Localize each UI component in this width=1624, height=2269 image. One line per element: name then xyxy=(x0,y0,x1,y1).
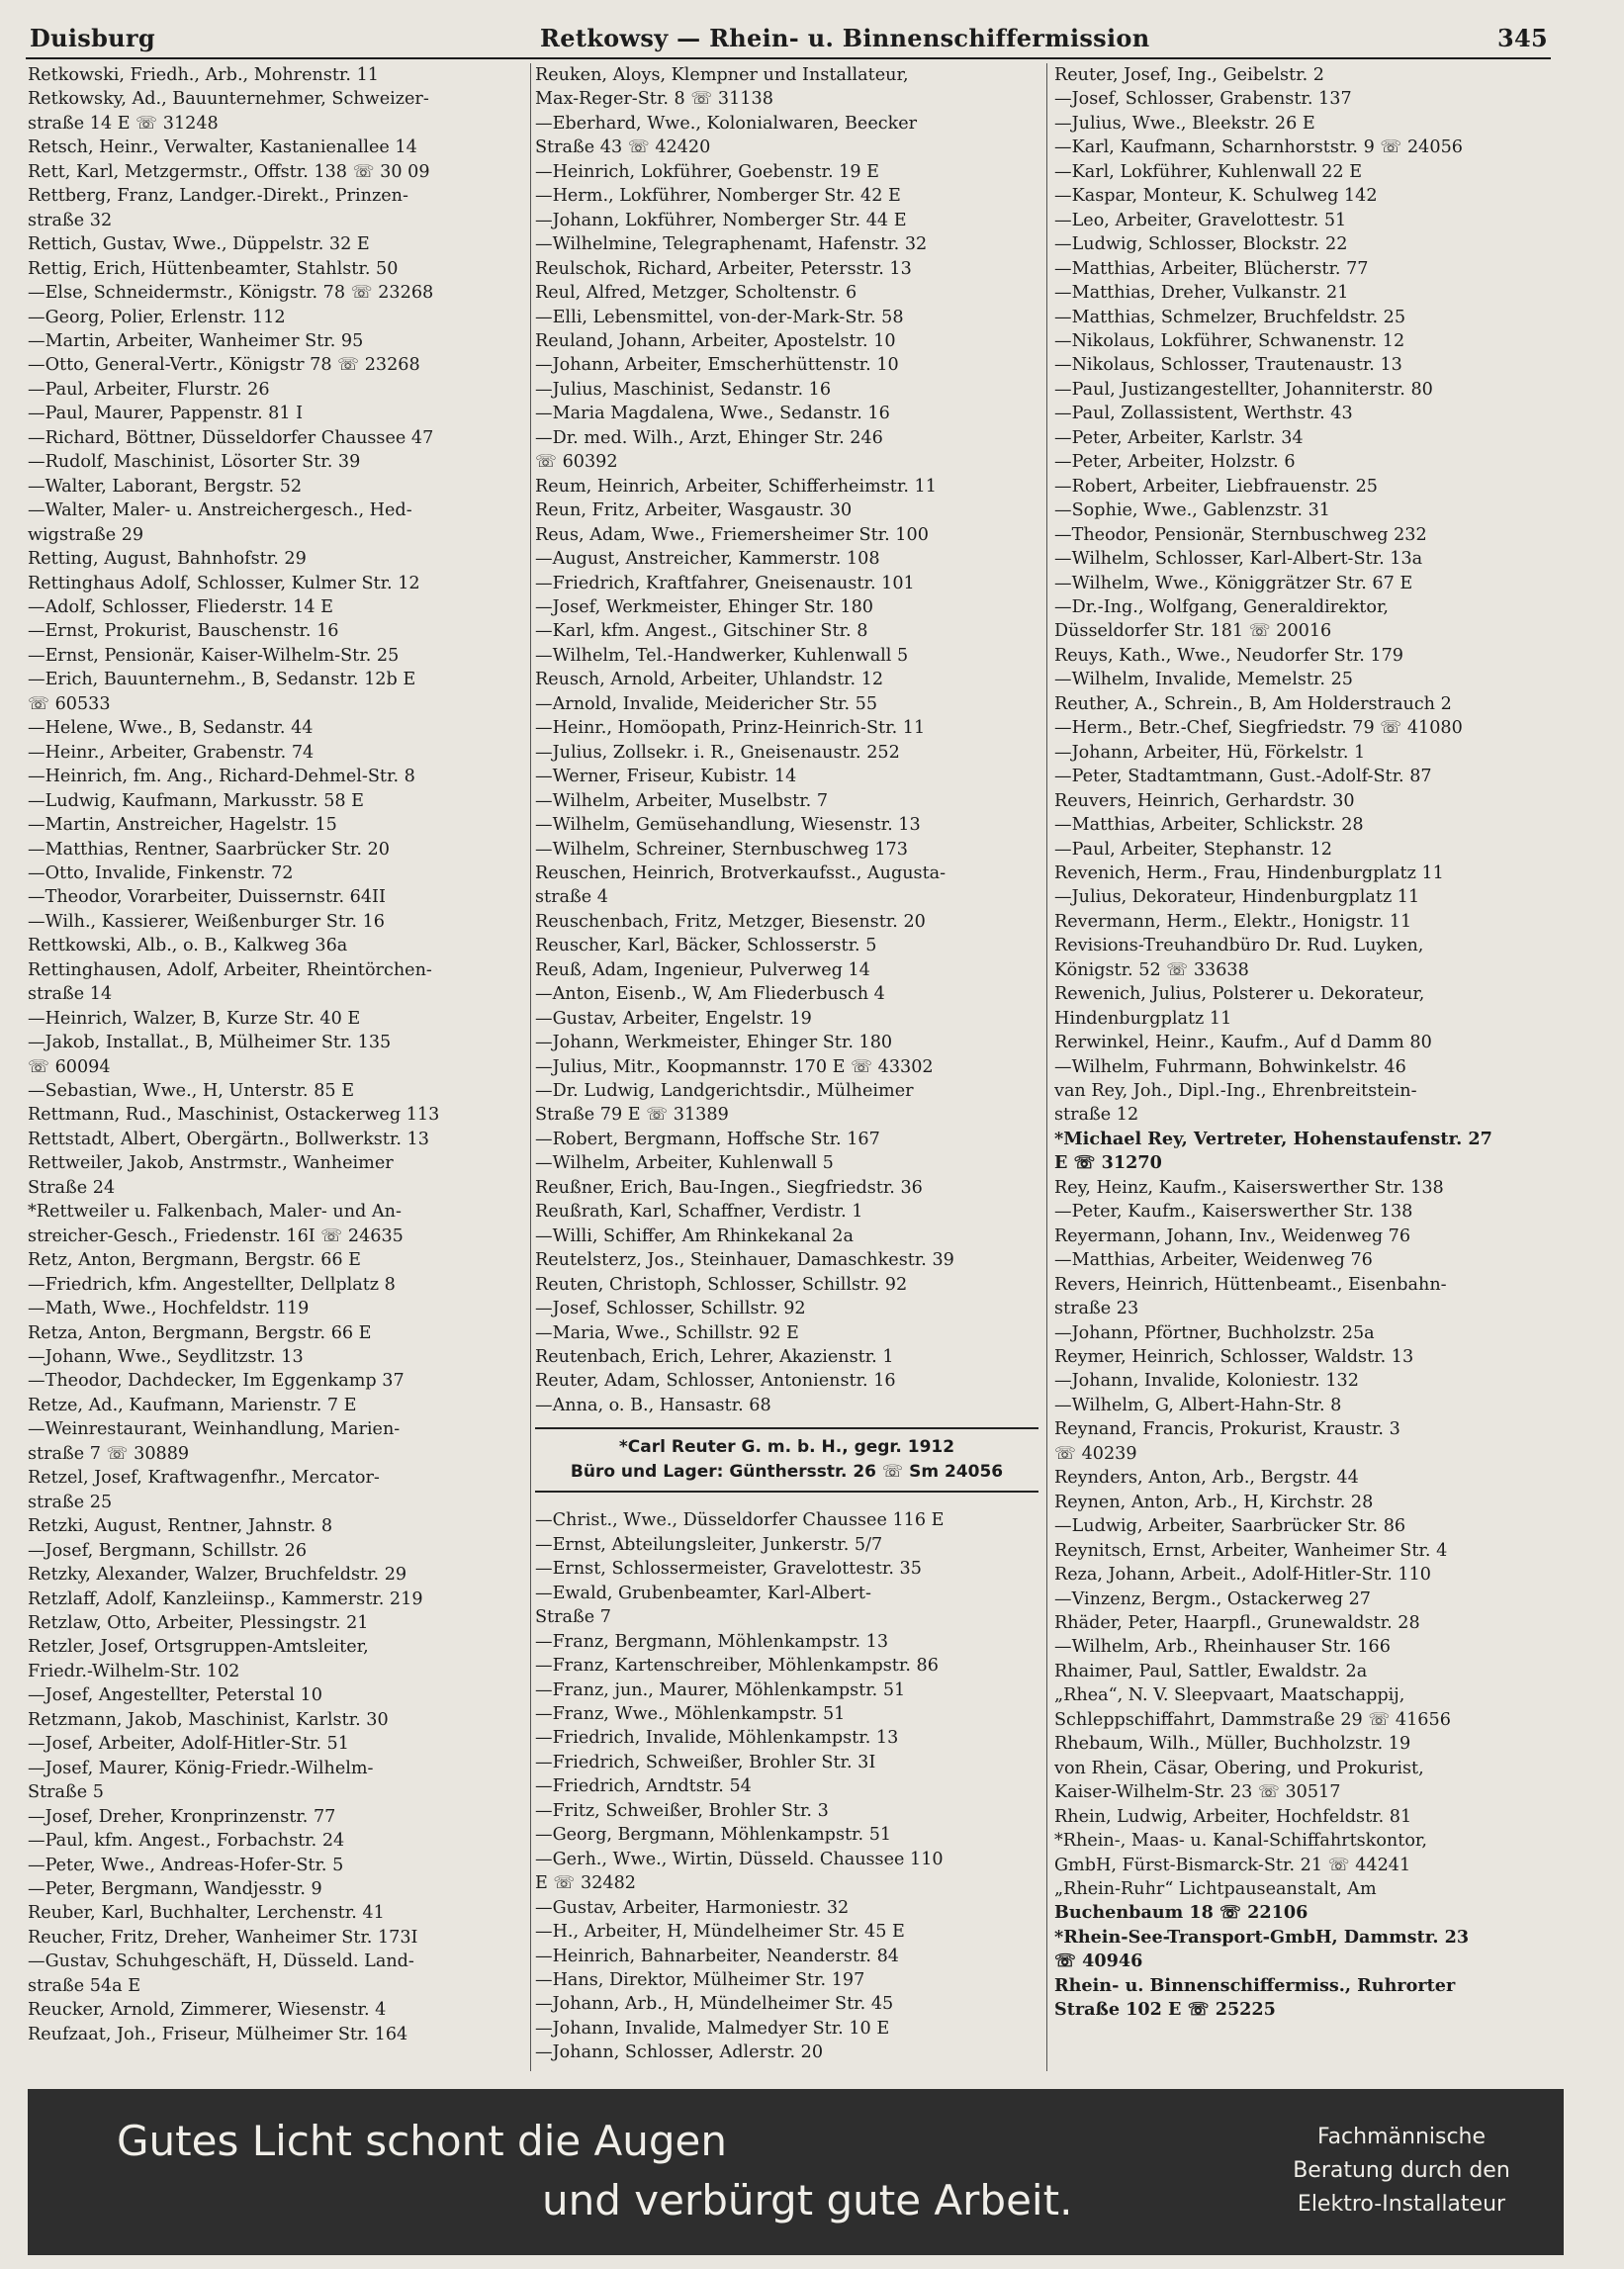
company-advert xyxy=(535,1427,1038,1493)
directory-entry: straße 54a E xyxy=(28,1975,141,1996)
directory-entry: —Erich, Bauunternehm., B, Sedanstr. 12b E xyxy=(28,670,416,690)
directory-entry: Rhebaum, Wilh., Müller, Buchholzstr. 19 xyxy=(1054,1734,1411,1755)
directory-entry: Rettinghaus Adolf, Schlosser, Kulmer Str. 12 xyxy=(28,573,420,593)
directory-entry: —Paul, kfm. Angest., Forbachstr. 24 xyxy=(28,1831,345,1852)
directory-entry: Straße 5 xyxy=(28,1782,104,1803)
column-divider xyxy=(1046,63,1047,2071)
directory-entry: —Hans, Direktor, Mülheimer Str. 197 xyxy=(535,1969,865,1990)
directory-entry: —Math, Wwe., Hochfeldstr. 119 xyxy=(28,1299,310,1319)
directory-entry: Retza, Anton, Bergmann, Bergstr. 66 E xyxy=(28,1322,372,1343)
advert-line-1: *Carl Reuter G. m. b. H., gegr. 1912 xyxy=(618,1437,955,1458)
directory-entry: —Karl, kfm. Angest., Gitschiner Str. 8 xyxy=(535,621,868,642)
directory-entry: —Paul, Arbeiter, Flurstr. 26 xyxy=(28,379,270,400)
directory-entry: Kaiser-Wilhelm-Str. 23 ☏ 30517 xyxy=(1054,1782,1341,1803)
directory-entry: —Wilhelm, Schlosser, Karl-Albert-Str. 13a xyxy=(1054,549,1423,570)
header-range: Retkowsy — Rhein- u. Binnenschiffermission xyxy=(540,24,1150,52)
directory-entry: ☏ 60392 xyxy=(535,452,618,473)
directory-entry: —Johann, Werkmeister, Ehinger Str. 180 xyxy=(535,1033,893,1053)
directory-entry: —Theodor, Vorarbeiter, Duissernstr. 64II xyxy=(28,887,386,908)
directory-entry: —Josef, Werkmeister, Ehinger Str. 180 xyxy=(535,596,873,617)
directory-entry: —Weinrestaurant, Weinhandlung, Marien- xyxy=(28,1419,401,1440)
directory-entry: —Helene, Wwe., B, Sedanstr. 44 xyxy=(28,718,314,739)
directory-entry: —Julius, Wwe., Bleekstr. 26 E xyxy=(1054,113,1315,134)
directory-entry: —Wilhelm, Arbeiter, Kuhlenwall 5 xyxy=(535,1153,834,1174)
directory-entry: Straße 79 E ☏ 31389 xyxy=(535,1105,729,1126)
directory-entry: —Wilhelm, Arbeiter, Muselbstr. 7 xyxy=(535,790,829,811)
directory-entry: Retzlaw, Otto, Arbeiter, Plessingstr. 21 xyxy=(28,1613,369,1633)
page-number: 345 xyxy=(1497,24,1548,52)
directory-entry: Revers, Heinrich, Hüttenbeamt., Eisenbahn- xyxy=(1054,1274,1447,1295)
directory-entry: Rewenich, Julius, Polsterer u. Dekorateur, xyxy=(1054,984,1425,1005)
directory-entry: Königstr. 52 ☏ 33638 xyxy=(1054,959,1249,980)
directory-entry: Rettkowski, Alb., o. B., Kalkweg 36a xyxy=(28,936,348,956)
directory-entry: —Matthias, Schmelzer, Bruchfeldstr. 25 xyxy=(1054,307,1406,327)
directory-entry: —Wilhelm, Fuhrmann, Bohwinkelstr. 46 xyxy=(1054,1056,1406,1077)
directory-entry: Friedr.-Wilhelm-Str. 102 xyxy=(28,1661,240,1681)
directory-entry: —Wilh., Kassierer, Weißenburger Str. 16 xyxy=(28,911,385,932)
directory-entry: —Wilhelmine, Telegraphenamt, Hafenstr. 32 xyxy=(535,234,928,255)
directory-entry: Straße 102 E ☏ 25225 xyxy=(1054,1999,1276,2021)
directory-entry: von Rhein, Cäsar, Obering, und Prokurist, xyxy=(1054,1758,1424,1778)
directory-entry: Rerwinkel, Heinr., Kaufm., Auf d Damm 80 xyxy=(1054,1033,1432,1053)
directory-entry: ☏ 60094 xyxy=(28,1056,111,1077)
directory-entry: Reuther, A., Schrein., B, Am Holderstrauch 2 xyxy=(1054,693,1452,714)
banner-right-line-3: Elektro-Installateur xyxy=(1297,2192,1506,2217)
directory-entry: —Ernst, Abteilungsleiter, Junkerstr. 5/7 xyxy=(535,1534,883,1555)
directory-entry: Revermann, Herm., Elektr., Honigstr. 11 xyxy=(1054,911,1412,932)
directory-entry: —Julius, Maschinist, Sedanstr. 16 xyxy=(535,379,832,400)
directory-entry: Retzmann, Jakob, Maschinist, Karlstr. 30 xyxy=(28,1709,389,1730)
directory-entry: —Matthias, Rentner, Saarbrücker Str. 20 xyxy=(28,839,390,860)
directory-entry: Rettstadt, Albert, Obergärtn., Bollwerkstr. 13 xyxy=(28,1129,429,1149)
directory-entry: —Rudolf, Maschinist, Lösorter Str. 39 xyxy=(28,452,361,473)
directory-entry: wigstraße 29 xyxy=(28,524,144,545)
column-divider xyxy=(530,63,531,2071)
directory-entry: —Josef, Dreher, Kronprinzenstr. 77 xyxy=(28,1806,336,1827)
directory-entry: —H., Arbeiter, H, Mündelheimer Str. 45 E xyxy=(535,1922,905,1943)
directory-entry: —Sophie, Wwe., Gablenzstr. 31 xyxy=(1054,500,1330,521)
directory-entry: —Herm., Lokführer, Nomberger Str. 42 E xyxy=(535,186,901,207)
directory-entry: E ☏ 31270 xyxy=(1054,1152,1162,1174)
directory-entry: Reuland, Johann, Arbeiter, Apostelstr. 10 xyxy=(535,330,896,351)
directory-entry: —Josef, Angestellter, Peterstal 10 xyxy=(28,1685,322,1706)
directory-entry: Reuter, Adam, Schlosser, Antonienstr. 16 xyxy=(535,1371,896,1392)
directory-entry: *Rettweiler u. Falkenbach, Maler- und An- xyxy=(28,1202,402,1223)
directory-entry: —Anna, o. B., Hansastr. 68 xyxy=(535,1395,771,1415)
directory-entry: Retting, August, Bahnhofstr. 29 xyxy=(28,549,307,570)
directory-entry: Rettinghausen, Adolf, Arbeiter, Rheintörchen- xyxy=(28,959,432,980)
directory-entry: *Rhein-, Maas- u. Kanal-Schiffahrtskontor, xyxy=(1054,1831,1427,1852)
directory-entry: Straße 24 xyxy=(28,1177,116,1198)
directory-entry: Retzky, Alexander, Walzer, Bruchfeldstr. 29 xyxy=(28,1565,407,1586)
directory-entry: Reuschen, Heinrich, Brotverkaufsst., Augusta- xyxy=(535,862,947,883)
directory-entry: —Adolf, Schlosser, Fliederstr. 14 E xyxy=(28,596,333,617)
directory-entry: —Jakob, Installat., B, Mülheimer Str. 135 xyxy=(28,1033,392,1053)
directory-entry: —Friedrich, Arndtstr. 54 xyxy=(535,1776,752,1797)
directory-entry: —Ernst, Schlossermeister, Gravelottestr. 35 xyxy=(535,1559,922,1580)
directory-entry: —Heinrich, Bahnarbeiter, Neanderstr. 84 xyxy=(535,1946,899,1966)
directory-entry: —Wilhelm, G, Albert-Hahn-Str. 8 xyxy=(1054,1395,1342,1415)
directory-entry: —Heinrich, Walzer, B, Kurze Str. 40 E xyxy=(28,1008,361,1029)
directory-entry: —Dr.-Ing., Wolfgang, Generaldirektor, xyxy=(1054,596,1390,617)
directory-entry: —Wilhelm, Gemüsehandlung, Wiesenstr. 13 xyxy=(535,815,921,836)
directory-entry: —Martin, Arbeiter, Wanheimer Str. 95 xyxy=(28,330,364,351)
directory-entry: —Karl, Lokführer, Kuhlenwall 22 E xyxy=(1054,161,1363,182)
directory-entry: Reul, Alfred, Metzger, Scholtenstr. 6 xyxy=(535,283,857,304)
column-3 xyxy=(1054,63,1559,2075)
directory-entry: —Peter, Stadtamtmann, Gust.-Adolf-Str. 87 xyxy=(1054,767,1432,787)
directory-entry: —Theodor, Dachdecker, Im Eggenkamp 37 xyxy=(28,1371,405,1392)
directory-entry: straße 7 ☏ 30889 xyxy=(28,1443,190,1464)
directory-entry: „Rhein-Ruhr“ Lichtpauseanstalt, Am xyxy=(1054,1878,1377,1899)
directory-entry: —Friedrich, Invalide, Möhlenkampstr. 13 xyxy=(535,1728,899,1749)
directory-entry: Reynen, Anton, Arb., H, Kirchstr. 28 xyxy=(1054,1492,1374,1512)
directory-entry: —Friedrich, Schweißer, Brohler Str. 3I xyxy=(535,1752,876,1772)
directory-entry: —Robert, Arbeiter, Liebfrauenstr. 25 xyxy=(1054,476,1378,497)
directory-entry: —Matthias, Arbeiter, Blücherstr. 77 xyxy=(1054,258,1369,279)
column-1 xyxy=(28,63,526,2075)
directory-entry: —Josef, Bergmann, Schillstr. 26 xyxy=(28,1540,308,1561)
directory-entry: straße 32 xyxy=(28,210,113,230)
directory-entry: —Herm., Betr.-Chef, Siegfriedstr. 79 ☏ 41080 xyxy=(1054,718,1463,739)
directory-entry: Reusch, Arnold, Arbeiter, Uhlandstr. 12 xyxy=(535,670,884,690)
directory-entry: ☏ 40239 xyxy=(1054,1443,1137,1464)
directory-entry: —Johann, Arbeiter, Emscherhüttenstr. 10 xyxy=(535,355,899,376)
directory-entry: —Julius, Dekorateur, Hindenburgplatz 11 xyxy=(1054,887,1420,908)
directory-entry: —Nikolaus, Schlosser, Trautenaustr. 13 xyxy=(1054,355,1402,376)
directory-entry: —Ernst, Pensionär, Kaiser-Wilhelm-Str. 25 xyxy=(28,645,400,666)
directory-entry: —Otto, Invalide, Finkenstr. 72 xyxy=(28,862,294,883)
directory-entry: Reus, Adam, Wwe., Friemersheimer Str. 100 xyxy=(535,524,929,545)
directory-entry: —Josef, Schlosser, Grabenstr. 137 xyxy=(1054,89,1352,110)
directory-entry: —Nikolaus, Lokführer, Schwanenstr. 12 xyxy=(1054,330,1405,351)
directory-entry: —Friedrich, Kraftfahrer, Gneisenaustr. 101 xyxy=(535,573,915,593)
directory-entry: —Matthias, Arbeiter, Schlickstr. 28 xyxy=(1054,815,1364,836)
directory-entry: —Else, Schneidermstr., Königstr. 78 ☏ 23268 xyxy=(28,283,434,304)
directory-entry: —Elli, Lebensmittel, von-der-Mark-Str. 58 xyxy=(535,307,904,327)
directory-entry: Rhäder, Peter, Haarpfl., Grunewaldstr. 28 xyxy=(1054,1613,1420,1633)
directory-entry: —Heinr., Arbeiter, Grabenstr. 74 xyxy=(28,742,315,763)
directory-entry: Reynitsch, Ernst, Arbeiter, Wanheimer Str. 4 xyxy=(1054,1540,1448,1561)
directory-entry: —Gustav, Arbeiter, Harmoniestr. 32 xyxy=(535,1897,850,1918)
directory-entry: Reuber, Karl, Buchhalter, Lerchenstr. 41 xyxy=(28,1903,385,1924)
directory-entry: straße 23 xyxy=(1054,1299,1139,1319)
directory-entry: Max-Reger-Str. 8 ☏ 31138 xyxy=(535,89,773,110)
header-rule xyxy=(26,57,1551,59)
directory-entry: —Martin, Anstreicher, Hagelstr. 15 xyxy=(28,815,337,836)
directory-entry: —Ludwig, Schlosser, Blockstr. 22 xyxy=(1054,234,1348,255)
directory-entry: straße 4 xyxy=(535,887,608,908)
directory-entry: Rettig, Erich, Hüttenbeamter, Stahlstr. 50 xyxy=(28,258,399,279)
directory-entry: —Karl, Kaufmann, Scharnhorststr. 9 ☏ 24056 xyxy=(1054,137,1463,158)
directory-entry: —Leo, Arbeiter, Gravelottestr. 51 xyxy=(1054,210,1347,230)
directory-entry: —August, Anstreicher, Kammerstr. 108 xyxy=(535,549,880,570)
directory-entry: Hindenburgplatz 11 xyxy=(1054,1008,1232,1029)
directory-entry: Reynand, Francis, Prokurist, Kraustr. 3 xyxy=(1054,1419,1400,1440)
directory-entry: Reußner, Erich, Bau-Ingen., Siegfriedstr. 36 xyxy=(535,1177,923,1198)
directory-entry: —Wilhelm, Wwe., Königgrätzer Str. 67 E xyxy=(1054,573,1413,593)
directory-entry: Reucher, Fritz, Dreher, Wanheimer Str. 173I xyxy=(28,1927,418,1948)
directory-entry: —Georg, Bergmann, Möhlenkampstr. 51 xyxy=(535,1825,892,1846)
directory-entry: —Matthias, Arbeiter, Weidenweg 76 xyxy=(1054,1250,1373,1271)
directory-entry: —Johann, Pförtner, Buchholzstr. 25a xyxy=(1054,1322,1375,1343)
directory-entry: —Arnold, Invalide, Meidericher Str. 55 xyxy=(535,693,878,714)
directory-entry: Retkowski, Friedh., Arb., Mohrenstr. 11 xyxy=(28,65,379,85)
directory-entry: —Julius, Mitr., Koopmannstr. 170 E ☏ 43302 xyxy=(535,1056,934,1077)
directory-entry: Retkowsky, Ad., Bauunternehmer, Schweizer- xyxy=(28,89,429,110)
directory-entry: —Josef, Schlosser, Schillstr. 92 xyxy=(535,1299,806,1319)
directory-entry: straße 14 E ☏ 31248 xyxy=(28,113,219,134)
directory-entry: Reuys, Kath., Wwe., Neudorfer Str. 179 xyxy=(1054,645,1403,666)
directory-entry: —Johann, Arbeiter, Hü, Förkelstr. 1 xyxy=(1054,742,1366,763)
directory-entry: —Anton, Eisenb., W, Am Fliederbusch 4 xyxy=(535,984,885,1005)
banner-right-line-2: Beratung durch den xyxy=(1293,2158,1510,2183)
directory-entry: streicher-Gesch., Friedenstr. 16I ☏ 24635 xyxy=(28,1225,404,1246)
directory-entry: Düsseldorfer Str. 181 ☏ 20016 xyxy=(1054,621,1332,642)
directory-entry: Rhein, Ludwig, Arbeiter, Hochfeldstr. 81 xyxy=(1054,1806,1412,1827)
directory-entry: Revenich, Herm., Frau, Hindenburgplatz 11 xyxy=(1054,862,1444,883)
directory-entry: —Josef, Maurer, König-Friedr.-Wilhelm- xyxy=(28,1758,374,1778)
directory-entry: Reußrath, Karl, Schaffner, Verdistr. 1 xyxy=(535,1202,863,1223)
directory-entry: —Richard, Böttner, Düsseldorfer Chaussee 47 xyxy=(28,427,434,448)
directory-entry: Rhaimer, Paul, Sattler, Ewaldstr. 2a xyxy=(1054,1661,1368,1681)
directory-entry: Straße 43 ☏ 42420 xyxy=(535,137,711,158)
directory-entry: Retzler, Josef, Ortsgruppen-Amtsleiter, xyxy=(28,1637,369,1658)
directory-entry: Reum, Heinrich, Arbeiter, Schifferheimstr. 11 xyxy=(535,476,937,497)
directory-entry: Rettberg, Franz, Landger.-Direkt., Prinzen- xyxy=(28,186,408,207)
directory-entry: Rhein- u. Binnenschiffermiss., Ruhrorter xyxy=(1054,1974,1456,1996)
directory-entry: —Peter, Arbeiter, Holzstr. 6 xyxy=(1054,452,1296,473)
banner-right-text xyxy=(1273,2121,1530,2222)
directory-entry: —Peter, Arbeiter, Karlstr. 34 xyxy=(1054,427,1304,448)
directory-entry: —Gustav, Schuhgeschäft, H, Düsseld. Land- xyxy=(28,1951,414,1972)
directory-entry: Rettich, Gustav, Wwe., Düppelstr. 32 E xyxy=(28,234,370,255)
directory-entry: —Ernst, Prokurist, Bauschenstr. 16 xyxy=(28,621,339,642)
directory-entry: —Dr. Ludwig, Landgerichtsdir., Mülheimer xyxy=(535,1081,914,1102)
directory-entry: —Johann, Lokführer, Nomberger Str. 44 E xyxy=(535,210,907,230)
directory-entry: —Heinrich, Lokführer, Goebenstr. 19 E xyxy=(535,161,879,182)
directory-entry: *Rhein-See-Transport-GmbH, Dammstr. 23 xyxy=(1054,1926,1470,1948)
directory-entry: —Johann, Arb., H, Mündelheimer Str. 45 xyxy=(535,1994,894,2015)
directory-entry: —Maria, Wwe., Schillstr. 92 E xyxy=(535,1322,799,1343)
directory-entry: —Gerh., Wwe., Wirtin, Düsseld. Chaussee 110 xyxy=(535,1849,944,1869)
directory-entry: —Josef, Arbeiter, Adolf-Hitler-Str. 51 xyxy=(28,1734,349,1755)
directory-entry: —Wilhelm, Tel.-Handwerker, Kuhlenwall 5 xyxy=(535,645,909,666)
directory-entry: —Franz, Bergmann, Möhlenkampstr. 13 xyxy=(535,1631,889,1652)
directory-entry: Reza, Johann, Arbeit., Adolf-Hitler-Str. 110 xyxy=(1054,1565,1431,1586)
directory-entry: Reucker, Arnold, Zimmerer, Wiesenstr. 4 xyxy=(28,2000,387,2021)
directory-entry: —Wilhelm, Arb., Rheinhauser Str. 166 xyxy=(1054,1637,1391,1658)
column-2 xyxy=(535,63,1038,2075)
directory-entry: —Werner, Friseur, Kubistr. 14 xyxy=(535,767,797,787)
directory-entry: „Rhea“, N. V. Sleepvaart, Maatschappij, xyxy=(1054,1685,1405,1706)
directory-entry: Schleppschiffahrt, Dammstraße 29 ☏ 41656 xyxy=(1054,1709,1451,1730)
directory-entry: ☏ 60533 xyxy=(28,693,111,714)
directory-entry: Reuten, Christoph, Schlosser, Schillstr. 92 xyxy=(535,1274,908,1295)
directory-entry: —Fritz, Schweißer, Brohler Str. 3 xyxy=(535,1800,829,1821)
advertising-banner xyxy=(28,2089,1564,2255)
directory-entry: —Theodor, Pensionär, Sternbuschweg 232 xyxy=(1054,524,1427,545)
directory-entry: —Willi, Schiffer, Am Rhinkekanal 2a xyxy=(535,1225,854,1246)
directory-entry: —Johann, Schlosser, Adlerstr. 20 xyxy=(535,2042,824,2063)
directory-entry: Reyermann, Johann, Inv., Weidenweg 76 xyxy=(1054,1225,1411,1246)
directory-entry: Retz, Anton, Bergmann, Bergstr. 66 E xyxy=(28,1250,362,1271)
directory-entry: —Heinr., Homöopath, Prinz-Heinrich-Str. 11 xyxy=(535,718,926,739)
directory-entry: Reun, Fritz, Arbeiter, Wasgaustr. 30 xyxy=(535,500,853,521)
column-2-lower xyxy=(535,1508,1038,2064)
directory-entry: —Paul, Arbeiter, Stephanstr. 12 xyxy=(1054,839,1332,860)
directory-entry: Reuschenbach, Fritz, Metzger, Biesenstr. 20 xyxy=(535,911,926,932)
directory-entry: —Vinzenz, Bergm., Ostackerweg 27 xyxy=(1054,1588,1371,1609)
directory-entry: Rettweiler, Jakob, Anstrmstr., Wanheimer xyxy=(28,1153,394,1174)
directory-entry: —Walter, Laborant, Bergstr. 52 xyxy=(28,476,303,497)
directory-entry: straße 12 xyxy=(1054,1105,1139,1126)
directory-entry: —Heinrich, fm. Ang., Richard-Dehmel-Str. 8 xyxy=(28,767,415,787)
banner-line-2: und verbürgt gute Arbeit. xyxy=(542,2176,1073,2224)
directory-entry: Retzlaff, Adolf, Kanzleiinsp., Kammerstr. 219 xyxy=(28,1588,423,1609)
directory-entry: Reuß, Adam, Ingenieur, Pulverweg 14 xyxy=(535,959,870,980)
directory-entry: Buchenbaum 18 ☏ 22106 xyxy=(1054,1902,1308,1924)
directory-entry: —Peter, Bergmann, Wandjesstr. 9 xyxy=(28,1878,322,1899)
directory-entry: —Eberhard, Wwe., Kolonialwaren, Beecker xyxy=(535,113,918,134)
directory-entry: straße 14 xyxy=(28,984,113,1005)
directory-entry: Retzki, August, Rentner, Jahnstr. 8 xyxy=(28,1516,333,1537)
column-2-upper xyxy=(535,63,1038,1417)
directory-entry: Rett, Karl, Metzgermstr., Offstr. 138 ☏ 30 09 xyxy=(28,161,430,182)
header-city: Duisburg xyxy=(30,24,155,52)
directory-entry: —Paul, Maurer, Pappenstr. 81 I xyxy=(28,404,304,424)
directory-entry: —Maria Magdalena, Wwe., Sedanstr. 16 xyxy=(535,404,890,424)
directory-entry: Retzel, Josef, Kraftwagenfhr., Mercator- xyxy=(28,1468,380,1489)
directory-entry: —Franz, Wwe., Möhlenkampstr. 51 xyxy=(535,1704,846,1724)
directory-entry: —Walter, Maler- u. Anstreichergesch., Hed- xyxy=(28,500,412,521)
directory-entry: Straße 7 xyxy=(535,1607,611,1628)
directory-entry: —Dr. med. Wilh., Arzt, Ehinger Str. 246 xyxy=(535,427,883,448)
directory-entry: van Rey, Joh., Dipl.-Ing., Ehrenbreitstein- xyxy=(1054,1081,1417,1102)
directory-entry: —Julius, Zollsekr. i. R., Gneisenaustr. 252 xyxy=(535,742,900,763)
directory-entry: Rey, Heinz, Kaufm., Kaiserswerther Str. 138 xyxy=(1054,1177,1444,1198)
directory-entry: —Franz, Kartenschreiber, Möhlenkampstr. 86 xyxy=(535,1656,939,1677)
directory-entry: —Paul, Justizangestellter, Johanniterstr. 80 xyxy=(1054,379,1433,400)
directory-entry: —Robert, Bergmann, Hoffsche Str. 167 xyxy=(535,1129,880,1149)
directory-entry: —Wilhelm, Schreiner, Sternbuschweg 173 xyxy=(535,839,908,860)
directory-entry: ☏ 40946 xyxy=(1054,1951,1143,1972)
directory-entry: —Ludwig, Arbeiter, Saarbrücker Str. 86 xyxy=(1054,1516,1406,1537)
directory-entry: —Kaspar, Monteur, K. Schulweg 142 xyxy=(1054,186,1378,207)
directory-entry: —Matthias, Dreher, Vulkanstr. 21 xyxy=(1054,283,1349,304)
directory-entry: Retze, Ad., Kaufmann, Marienstr. 7 E xyxy=(28,1395,357,1415)
directory-entry: —Georg, Polier, Erlenstr. 112 xyxy=(28,307,286,327)
directory-entry: Reuvers, Heinrich, Gerhardstr. 30 xyxy=(1054,790,1355,811)
directory-entry: —Paul, Zollassistent, Werthstr. 43 xyxy=(1054,404,1353,424)
directory-entry: Reynders, Anton, Arb., Bergstr. 44 xyxy=(1054,1468,1359,1489)
directory-entry: GmbH, Fürst-Bismarck-Str. 21 ☏ 44241 xyxy=(1054,1855,1411,1875)
directory-entry: —Sebastian, Wwe., H, Unterstr. 85 E xyxy=(28,1081,355,1102)
directory-entry: —Friedrich, kfm. Angestellter, Dellplatz 8 xyxy=(28,1274,396,1295)
directory-entry: Rettmann, Rud., Maschinist, Ostackerweg 113 xyxy=(28,1105,440,1126)
directory-entry: Retsch, Heinr., Verwalter, Kastanienallee 14 xyxy=(28,137,417,158)
directory-entry: —Gustav, Arbeiter, Engelstr. 19 xyxy=(535,1008,812,1029)
directory-entry: —Peter, Kaufm., Kaiserswerther Str. 138 xyxy=(1054,1202,1413,1223)
banner-right-line-1: Fachmännische xyxy=(1316,2125,1487,2149)
directory-entry: E ☏ 32482 xyxy=(535,1873,636,1894)
directory-entry: —Ewald, Grubenbeamter, Karl-Albert- xyxy=(535,1583,871,1603)
directory-entry: Reuscher, Karl, Bäcker, Schlosserstr. 5 xyxy=(535,936,877,956)
directory-entry: Reutelsterz, Jos., Steinhauer, Damaschkestr. 39 xyxy=(535,1250,954,1271)
page-header xyxy=(30,24,1548,57)
directory-entry: —Johann, Invalide, Malmedyer Str. 10 E xyxy=(535,2018,890,2039)
directory-entry: —Wilhelm, Invalide, Memelstr. 25 xyxy=(1054,670,1353,690)
directory-entry: Reymer, Heinrich, Schlosser, Waldstr. 13 xyxy=(1054,1347,1414,1368)
banner-line-1: Gutes Licht schont die Augen xyxy=(117,2117,728,2165)
directory-entry: —Ludwig, Kaufmann, Markusstr. 58 E xyxy=(28,790,365,811)
directory-entry: *Michael Rey, Vertreter, Hohenstaufenstr. 27 xyxy=(1054,1128,1492,1149)
directory-entry: —Franz, jun., Maurer, Möhlenkampstr. 51 xyxy=(535,1679,906,1700)
directory-entry: Reutenbach, Erich, Lehrer, Akazienstr. 1 xyxy=(535,1347,894,1368)
directory-entry: Reuken, Aloys, Klempner und Installateur, xyxy=(535,65,909,85)
directory-entry: —Peter, Wwe., Andreas-Hofer-Str. 5 xyxy=(28,1855,344,1875)
directory-entry: Reuter, Josef, Ing., Geibelstr. 2 xyxy=(1054,65,1324,85)
directory-entry: —Johann, Invalide, Koloniestr. 132 xyxy=(1054,1371,1359,1392)
directory-entry: —Otto, General-Vertr., Königstr 78 ☏ 23268 xyxy=(28,355,420,376)
advert-line-2: Büro und Lager: Günthersstr. 26 ☏ Sm 24056 xyxy=(570,1462,1004,1483)
directory-entry: —Johann, Wwe., Seydlitzstr. 13 xyxy=(28,1347,304,1368)
directory-entry: Reufzaat, Joh., Friseur, Mülheimer Str. 164 xyxy=(28,2024,408,2044)
directory-entry: Revisions-Treuhandbüro Dr. Rud. Luyken, xyxy=(1054,936,1424,956)
directory-entry: Reulschok, Richard, Arbeiter, Petersstr. 13 xyxy=(535,258,912,279)
directory-entry: straße 25 xyxy=(28,1492,113,1512)
directory-entry: —Christ., Wwe., Düsseldorfer Chaussee 116 E xyxy=(535,1510,945,1531)
